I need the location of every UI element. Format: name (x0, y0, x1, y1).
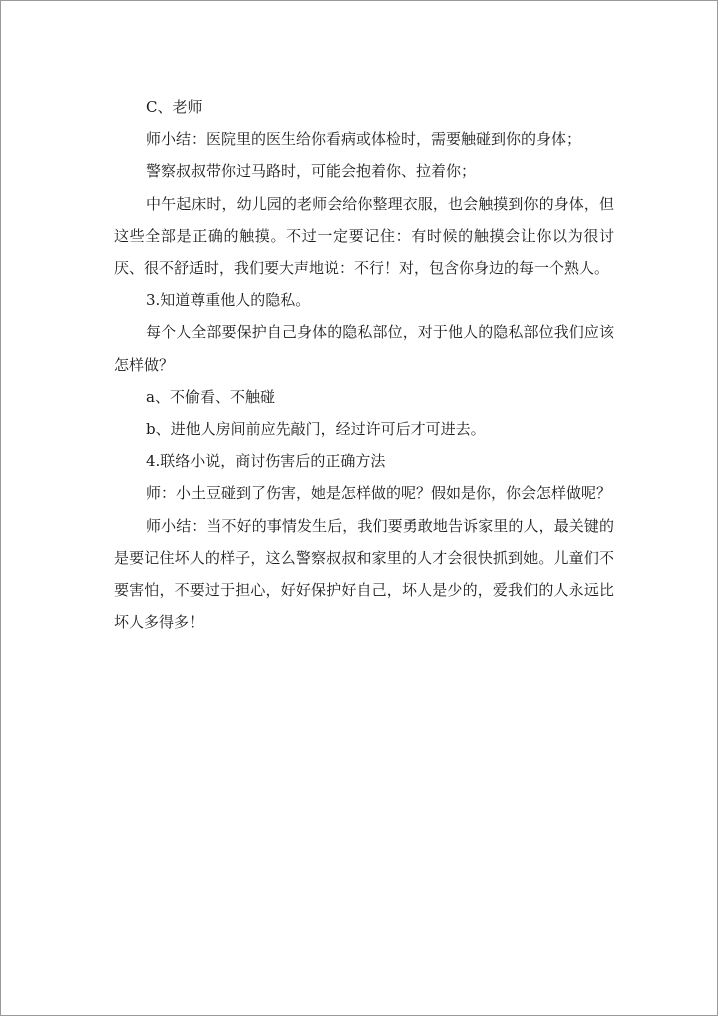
police-paragraph: 警察叔叔带你过马路时，可能会抱着你、拉着你； (146, 162, 477, 181)
privacy-question: 每个人全部要保护自己身体的隐私部位，对于他人的隐私部位我们应该怎样做？ (114, 323, 614, 374)
answer-b: b、进他人房间前应先敲门，经过许可后才可进去。 (146, 420, 486, 439)
option-c-teacher: C、老师 (146, 98, 203, 116)
document-body (114, 91, 614, 638)
answer-a: a、不偷看、不触碰 (146, 387, 275, 406)
teacher-summary-doctor: 师小结：医院里的医生给你看病或体检时，需要触碰到你的身体； (146, 130, 582, 149)
teacher-question: 师：小土豆碰到了伤害，她是怎样做的呢？假如是你，你会怎样做呢？ (146, 484, 612, 503)
section-4-heading: 4.联络小说，商讨伤害后的正确方法 (146, 452, 386, 471)
kindergarten-teacher-paragraph: 中午起床时，幼儿园的老师会给你整理衣服，也会触摸到你的身体，但这些全部是正确的触摸。不过一定要记住：有时候的触摸会让你以为很讨厌、很不舒适时，我们要大声地说：不行！对，包含你身边的每一个熟人。 (114, 194, 614, 278)
teacher-final-summary: 师小结：当不好的事情发生后，我们要勇敢地告诉家里的人，最关键的是要记住坏人的样子，这么警察叔叔和家里的人才会很快抓到她。儿童们不要害怕，不要过于担心，好好保护好自己，坏人是少的，爱我们的人永远比坏人多得多！ (114, 516, 614, 632)
section-3-heading: 3.知道尊重他人的隐私。 (146, 291, 311, 310)
